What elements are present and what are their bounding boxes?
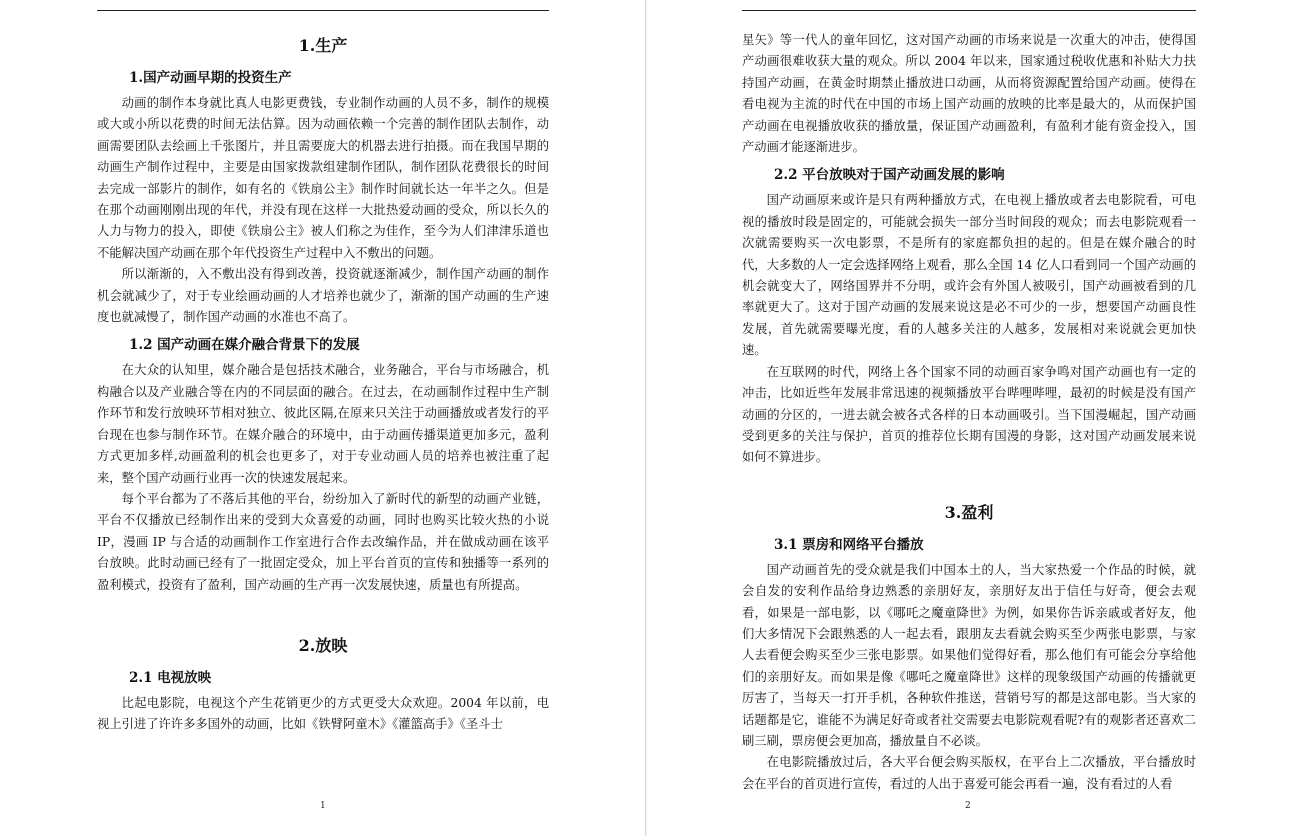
section-spacer [97, 596, 549, 630]
subsection-heading-1-2: 1.2 国产动画在媒介融合背景下的发展 [129, 337, 360, 354]
paragraph: 动画的制作本身就比真人电影更费钱，专业制作动画的人员不多，制作的规模或大或小所以花费的时间无法估算。因为动画依赖一个完善的制作团队去制作，动画需要团队去绘画上千张图片，并且需要庞大的机器去进行拍摄。而在我国早期的动画生产制作过程中，主要是由国家拨款组建制作团队，制作团队花费很长的时间去完成一部影片的制作，如有名的《铁扇公主》制作时间就长达一年半之久。但是在那个动画刚刚出现的年代，并没有现在这样一大批热爱动画的受众，所以长久的人力与物力的投入，即使《铁扇公主》被人们称之为佳作，至今为人们津津乐道也不能解决国产动画在那个年代投资生产过程中入不敷出的问题。 [97, 96, 549, 260]
section-spacer [742, 469, 1196, 497]
paragraph: 每个平台都为了不落后其他的平台，纷纷加入了新时代的新型的动画产业链，平台不仅播放已经制作出来的受到大众喜爱的动画，同时也购买比较火热的小说 IP，漫画 IP 与合适的动画制作工作室进行合作去改编作品，并在做成动画在该平台放映。此时动画已经有了一批固定受众，加上平台首页的宣传和独播等一系列的盈利模式，投资有了盈利，国产动画的生产再一次发展快速，质量也有所提高。 [97, 491, 549, 592]
section-heading-production: 1.生产 [298, 36, 348, 55]
page-number: 1 [320, 801, 326, 811]
header-rule [742, 10, 1196, 11]
section-heading-profit: 3.盈利 [944, 502, 994, 522]
paragraph: 国产动画首先的受众就是我们中国本土的人，当大家热爱一个作品的时候，就会自发的安利作品给身边熟悉的亲朋好友，亲朋好友出于信任与好奇，便会去观看，如果是一部电影，以《哪吒之魔童降世》为例，如果你告诉亲戚或者好友，他们大多情况下会跟熟悉的人一起去看，跟朋友去看就会购买至少两张电影票，与家人去看便会购买至少三张电影票。如果他们觉得好看，那么他们有可能会分享给他们的亲朋好友。而如果是像《哪吒之魔童降世》这样的现象级国产动画的传播就更厉害了，当每天一打开手机，各种软件推送，营销号写的都是这部电影。当大家的话题都是它，谁能不为满足好奇或者社交需要去电影院观看呢?有的观影者还喜欢二刷三刷，票房便会更加高，播放量自不必谈。 [742, 562, 1196, 748]
header-rule [97, 10, 549, 11]
page-2-content [742, 30, 1196, 795]
document-page-1 [0, 0, 646, 836]
paragraph-continued: 星矢》等一代人的童年回忆，这对国产动画的市场来说是一次重大的冲击，使得国产动画很难收获大量的观众。所以 2004 年以来，国家通过税收优惠和补贴大力扶持国产动画，在黄金时期禁止播放进口动画，从而将资源配置给国产动画。使得在看电视为主流的时代在中国的市场上国产动画的放映的比率是最大的，从而保护国产动画在电视播放收获的播放量，保证国产动画盈利，有盈利才能有资金投入，国产动画才能逐渐进步。 [742, 33, 1196, 155]
page-number: 2 [965, 801, 971, 811]
page-1-content [97, 30, 549, 736]
section-heading-screening: 2.放映 [298, 635, 348, 655]
paragraph: 所以渐渐的，入不敷出没有得到改善，投资就逐渐减少，制作国产动画的制作机会就减少了，对于专业绘画动画的人才培养也就少了，渐渐的国产动画的生产速度也就减慢了，制作国产动画的水准也不高了。 [97, 267, 549, 325]
subsection-heading-1-1: 1.国产动画早期的投资生产 [129, 70, 292, 86]
subsection-heading-3-1: 3.1 票房和网络平台播放 [774, 536, 924, 553]
paragraph: 在大众的认知里，媒介融合是包括技术融合，业务融合，平台与市场融合，机构融合以及产业融合等在内的不同层面的融合。在过去，在动画制作过程中生产制作环节和发行放映环节相对独立、彼此区隔,在原来只关注于动画播放或者发行的平台现在也参与制作环节。在媒介融合的环境中，由于动画传播渠道更加多元，盈利方式更加多样,动画盈利的机会也更多了，对于专业动画人员的培养也被注重了起来，整个国产动画行业再一次的快速发展起来。 [97, 363, 549, 485]
paragraph: 比起电影院，电视这个产生花销更少的方式更受大众欢迎。2004 年以前，电视上引进了许许多多国外的动画，比如《铁臂阿童木》《灌篮高手》《圣斗士 [97, 695, 549, 732]
subsection-heading-2-1: 2.1 电视放映 [129, 669, 212, 686]
document-page-2 [647, 0, 1293, 836]
subsection-heading-2-2: 2.2 平台放映对于国产动画发展的影响 [774, 167, 1005, 184]
paragraph: 国产动画原来或许是只有两种播放方式，在电视上播放或者去电影院看，可电视的播放时段是固定的，可能就会损失一部分当时间段的观众；而去电影院观看一次就需要购买一次电影票，不是所有的家庭都负担的起的。但是在媒介融合的时代，大多数的人一定会选择网络上观看，那么全国 14 亿人口看到同一个国产动画的机会就变大了，网络国界并不分明，或许会有外国人被吸引，国产动画被看到的几率就更大了。这对于国产动画的发展来说这是必不可少的一步，想要国产动画良性发展，首先就需要曝光度，看的人越多关注的人越多，发展相对来说就会更加快速。 [742, 193, 1196, 358]
paragraph: 在电影院播放过后，各大平台便会购买版权，在平台上二次播放，平台播放时会在平台的首页进行宣传，看过的人出于喜爱可能会再看一遍，没有看过的人看 [742, 755, 1196, 791]
paragraph: 在互联网的时代，网络上各个国家不同的动画百家争鸣对国产动画也有一定的冲击，比如近些年发展非常迅速的视频播放平台哔哩哔哩，最初的时候是没有国产动画的分区的，一进去就会被各式各样的日本动画吸引。当下国漫崛起，国产动画受到更多的关注与保护，首页的推荐位长期有国漫的身影，这对国产动画发展来说如何不算进步。 [742, 364, 1196, 465]
